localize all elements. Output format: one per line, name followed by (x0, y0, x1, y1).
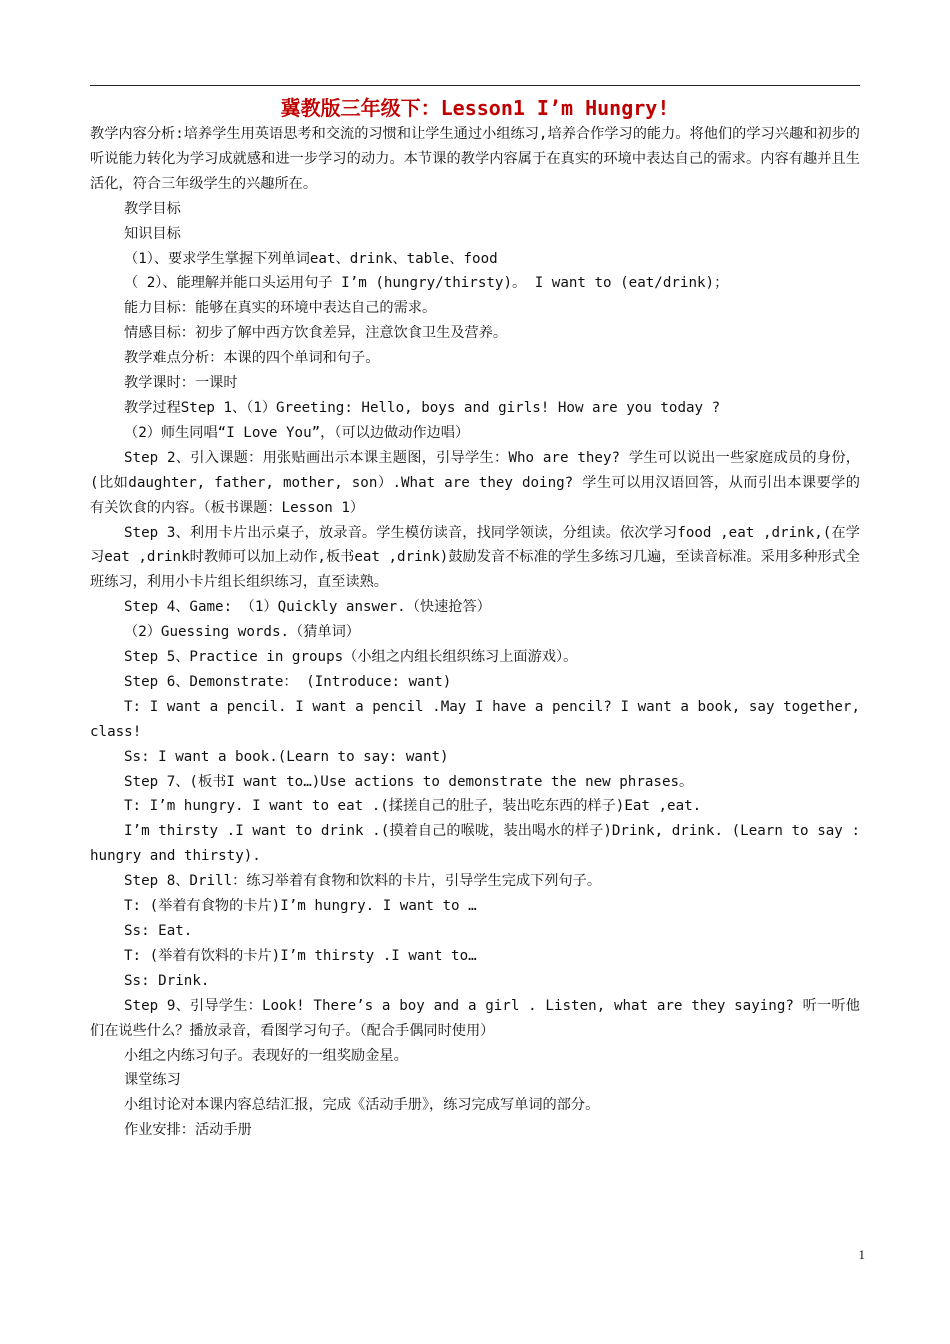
paragraph-goal-2: （ 2）、能理解并能口头运用句子 I’m (hungry/thirsty)。 I want to (eat/drink)； (124, 275, 729, 292)
paragraph-step-3: Step 3、利用卡片出示桌子，放录音。学生模仿读音，找同学领读，分组读。依次学习food ,eat ,drink,(在学习eat ,drink时教师可以加上动作,板书eat ,drink)鼓励发音不标准的学生多练习几遍，至读音标准。采用多种形式全班练习，利用小卡片组长组织练习，直至读熟。 (90, 524, 860, 591)
paragraph-step-4: Step 4、Game: （1）Quickly answer.（快速抢答） (124, 599, 491, 616)
paragraph-step-7-thirsty: I’m thirsty .I want to drink .(摸着自己的喉咙，装出喝水的样子)Drink, drink. (Learn to say : hungry and thirsty). (90, 823, 860, 865)
paragraph-step-8-teacher-drink: T: (举着有饮料的卡片)I’m thirsty .I want to… (124, 947, 477, 964)
paragraph-goal-1: （1）、要求学生掌握下列单词eat、drink、table、food (124, 250, 498, 267)
document-title: 冀教版三年级下：Lesson1 I’m Hungry! (280, 96, 670, 120)
paragraph-step-1-song: （2）师生同唱“I Love You”，（可以边做动作边唱） (124, 424, 470, 441)
header-rule (90, 85, 860, 86)
paragraph-step-6: Step 6、Demonstrate： (Introduce: want) (124, 673, 452, 690)
paragraph-step-6-teacher: T: I want a pencil. I want a pencil .May I have a pencil? I want a book, say together, class! (90, 698, 860, 740)
paragraph-step-8-students-drink: Ss: Drink. (124, 972, 210, 989)
paragraph-step-5: Step 5、Practice in groups（小组之内组长组织练习上面游戏）。 (124, 649, 578, 666)
paragraph-step-6-students: Ss: I want a book.(Learn to say: want) (124, 748, 449, 765)
paragraph-homework: 作业安排：活动手册 (124, 1122, 252, 1139)
paragraph-class-hours: 教学课时：一课时 (124, 375, 238, 392)
paragraph-step-4-guess: （2）Guessing words.（猜单词） (124, 624, 360, 641)
paragraph-step-8: Step 8、Drill：练习举着有食物和饮料的卡片，引导学生完成下列句子。 (124, 873, 602, 890)
paragraph-difficulty: 教学难点分析：本课的四个单词和句子。 (124, 350, 380, 367)
paragraph-step-2: Step 2、引入课题：用张贴画出示本课主题图，引导学生：Who are they? 学生可以说出一些家庭成员的身份，(比如daughter, father, mother, son）.What are they doing? 学生可以用汉语回答，从而引出本课要学的有关饮食的内容。（板书课题：Lesson 1） (90, 449, 860, 516)
paragraph-step-7-hungry: T: I’m hungry. I want to eat .(揉搓自己的肚子，装出吃东西的样子)Eat ,eat. (124, 798, 702, 815)
paragraph-step-7: Step 7、(板书I want to…)Use actions to demonstrate the new phrases。 (124, 773, 694, 790)
paragraph-ability-goal: 能力目标：能够在真实的环境中表达自己的需求。 (124, 300, 437, 317)
paragraph-content-analysis: 教学内容分析:培养学生用英语思考和交流的习惯和让学生通过小组练习,培养合作学习的能力。将他们的学习兴趣和初步的听说能力转化为学习成就感和进一步学习的动力。本节课的教学内容属于在真实的环境中表达自己的需求。内容有趣并且生活化，符合三年级学生的兴趣所在。 (90, 126, 860, 192)
document-body (90, 122, 860, 1143)
paragraph-step-8-teacher-food: T: (举着有食物的卡片)I’m hungry. I want to … (124, 898, 477, 915)
page-number: 1 (858, 1247, 865, 1262)
paragraph-step-1: 教学过程Step 1、（1）Greeting: Hello, boys and girls! How are you today ? (124, 399, 721, 416)
paragraph-step-9: Step 9、引导学生：Look! There’s a boy and a girl . Listen, what are they saying? 听一听他们在说些什么？播放录音，看图学习句子。（配合手偶同时使用） (90, 997, 860, 1039)
paragraph-knowledge-goals: 知识目标 (124, 225, 181, 242)
paragraph-teaching-goals: 教学目标 (124, 200, 181, 217)
paragraph-step-8-students-eat: Ss: Eat. (124, 923, 193, 939)
paragraph-classroom-exercise: 课堂练习 (124, 1072, 181, 1089)
paragraph-emotion-goal: 情感目标：初步了解中西方饮食差异，注意饮食卫生及营养。 (124, 325, 508, 342)
paragraph-group-discussion: 小组讨论对本课内容总结汇报，完成《活动手册》，练习完成写单词的部分。 (124, 1097, 600, 1114)
paragraph-group-practice: 小组之内练习句子。表现好的一组奖励金星。 (124, 1047, 408, 1064)
